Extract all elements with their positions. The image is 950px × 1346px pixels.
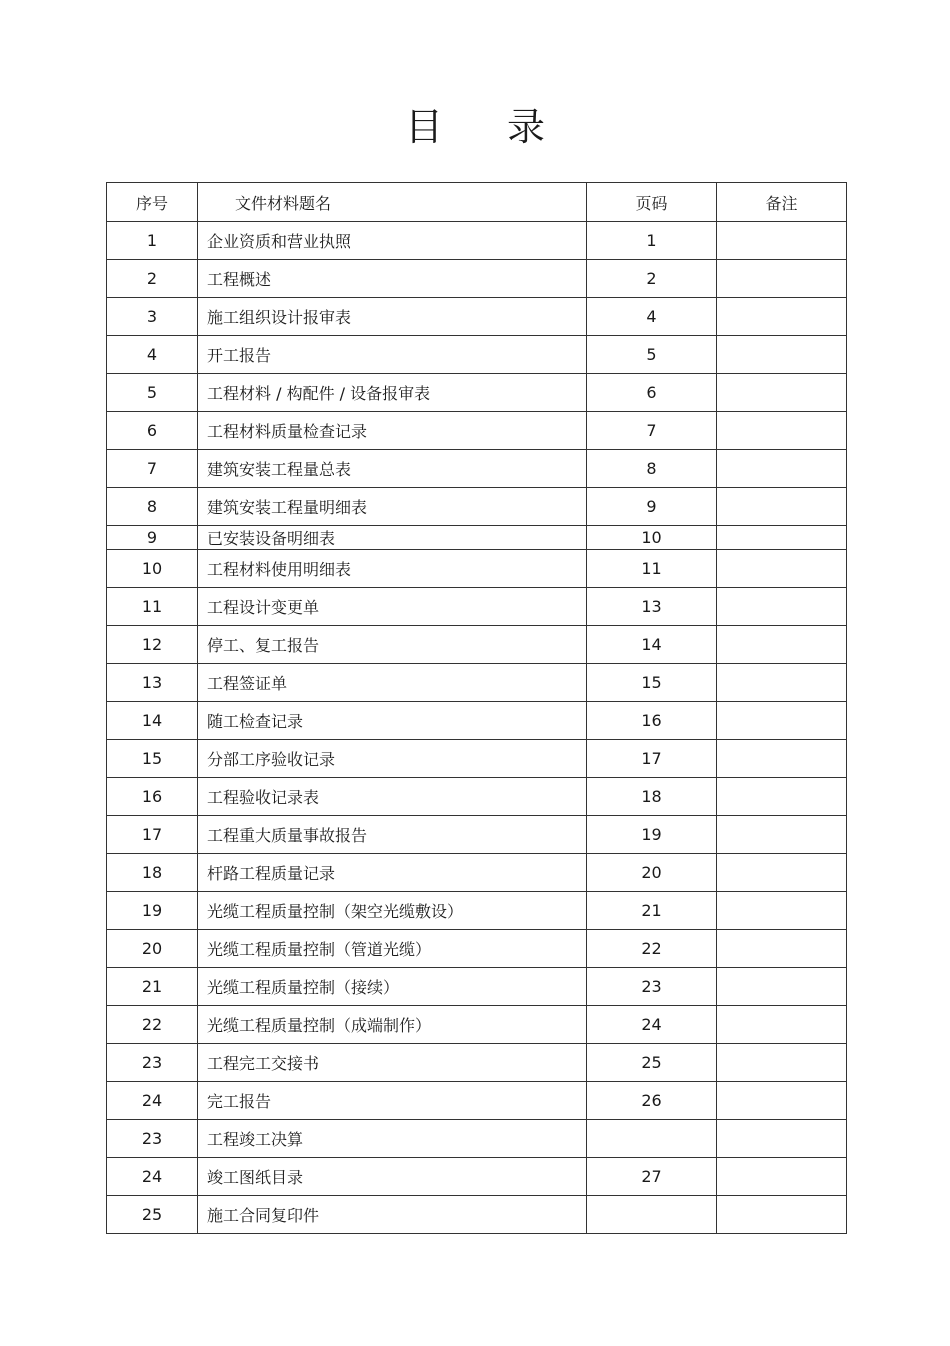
- table-row: [107, 740, 847, 778]
- row-name: 工程签证单: [198, 664, 587, 702]
- row-note: [717, 550, 847, 588]
- row-note: [717, 526, 847, 550]
- table-row: [107, 1196, 847, 1234]
- row-no: 14: [107, 702, 198, 740]
- row-no: 8: [107, 488, 198, 526]
- row-note: [717, 664, 847, 702]
- table-row: [107, 1044, 847, 1082]
- row-note: [717, 588, 847, 626]
- row-name: 分部工序验收记录: [198, 740, 587, 778]
- row-name: 开工报告: [198, 336, 587, 374]
- row-name: 工程材料质量检查记录: [198, 412, 587, 450]
- row-note: [717, 854, 847, 892]
- header-note: 备注: [717, 183, 847, 222]
- table-row: [107, 854, 847, 892]
- row-no: 4: [107, 336, 198, 374]
- row-page: 7: [587, 412, 717, 450]
- row-note: [717, 336, 847, 374]
- table-row: [107, 1120, 847, 1158]
- row-name: 随工检查记录: [198, 702, 587, 740]
- row-no: 16: [107, 778, 198, 816]
- row-note: [717, 260, 847, 298]
- row-no: 15: [107, 740, 198, 778]
- table-row: [107, 664, 847, 702]
- row-no: 20: [107, 930, 198, 968]
- row-no: 18: [107, 854, 198, 892]
- row-name: 工程重大质量事故报告: [198, 816, 587, 854]
- table-row: [107, 778, 847, 816]
- header-name: 文件材料题名: [198, 183, 587, 222]
- row-page: 26: [587, 1082, 717, 1120]
- row-page: 11: [587, 550, 717, 588]
- row-no: 17: [107, 816, 198, 854]
- row-no: 2: [107, 260, 198, 298]
- row-note: [717, 298, 847, 336]
- row-page: 17: [587, 740, 717, 778]
- row-page: 1: [587, 222, 717, 260]
- row-page: 14: [587, 626, 717, 664]
- row-no: 9: [107, 526, 198, 550]
- row-page: [587, 1196, 717, 1234]
- title-char-1: 目: [404, 105, 443, 149]
- row-note: [717, 930, 847, 968]
- table-row: [107, 298, 847, 336]
- row-note: [717, 968, 847, 1006]
- row-page: 5: [587, 336, 717, 374]
- row-no: 24: [107, 1158, 198, 1196]
- row-no: 6: [107, 412, 198, 450]
- row-page: 21: [587, 892, 717, 930]
- row-name: 施工合同复印件: [198, 1196, 587, 1234]
- row-note: [717, 1120, 847, 1158]
- row-note: [717, 374, 847, 412]
- row-name: 杆路工程质量记录: [198, 854, 587, 892]
- row-note: [717, 626, 847, 664]
- table-row: [107, 1158, 847, 1196]
- table-row: [107, 412, 847, 450]
- row-no: 25: [107, 1196, 198, 1234]
- row-name: 工程验收记录表: [198, 778, 587, 816]
- row-name: 光缆工程质量控制（成端制作）: [198, 1006, 587, 1044]
- row-no: 10: [107, 550, 198, 588]
- row-page: 2: [587, 260, 717, 298]
- row-page: 22: [587, 930, 717, 968]
- table-row: [107, 930, 847, 968]
- table-row: [107, 702, 847, 740]
- row-page: [587, 1120, 717, 1158]
- row-name: 光缆工程质量控制（管道光缆）: [198, 930, 587, 968]
- header-page: 页码: [587, 183, 717, 222]
- row-name: 竣工图纸目录: [198, 1158, 587, 1196]
- row-page: 8: [587, 450, 717, 488]
- row-page: 9: [587, 488, 717, 526]
- row-page: 15: [587, 664, 717, 702]
- row-name: 工程设计变更单: [198, 588, 587, 626]
- row-page: 18: [587, 778, 717, 816]
- row-note: [717, 740, 847, 778]
- table-row: [107, 892, 847, 930]
- table-row: [107, 374, 847, 412]
- title-char-2: 录: [507, 105, 546, 149]
- row-name: 建筑安装工程量明细表: [198, 488, 587, 526]
- row-no: 12: [107, 626, 198, 664]
- table-row: [107, 222, 847, 260]
- row-no: 19: [107, 892, 198, 930]
- table-row: [107, 816, 847, 854]
- row-no: 23: [107, 1044, 198, 1082]
- row-page: 20: [587, 854, 717, 892]
- row-page: 16: [587, 702, 717, 740]
- row-note: [717, 1006, 847, 1044]
- table-header-row: [107, 183, 847, 222]
- row-page: 24: [587, 1006, 717, 1044]
- row-name: 企业资质和营业执照: [198, 222, 587, 260]
- table-row: [107, 626, 847, 664]
- table-row: [107, 450, 847, 488]
- row-no: 22: [107, 1006, 198, 1044]
- row-note: [717, 702, 847, 740]
- row-note: [717, 816, 847, 854]
- row-no: 3: [107, 298, 198, 336]
- page-title: [0, 96, 950, 151]
- row-note: [717, 488, 847, 526]
- row-name: 工程材料 / 构配件 / 设备报审表: [198, 374, 587, 412]
- row-note: [717, 892, 847, 930]
- row-note: [717, 1082, 847, 1120]
- row-no: 13: [107, 664, 198, 702]
- row-no: 7: [107, 450, 198, 488]
- table-row: [107, 1006, 847, 1044]
- row-name: 施工组织设计报审表: [198, 298, 587, 336]
- row-no: 5: [107, 374, 198, 412]
- row-page: 4: [587, 298, 717, 336]
- row-note: [717, 412, 847, 450]
- row-name: 光缆工程质量控制（接续）: [198, 968, 587, 1006]
- row-note: [717, 222, 847, 260]
- row-name: 完工报告: [198, 1082, 587, 1120]
- table-row: [107, 1082, 847, 1120]
- table-row: [107, 588, 847, 626]
- row-note: [717, 450, 847, 488]
- row-page: 25: [587, 1044, 717, 1082]
- row-page: 19: [587, 816, 717, 854]
- row-name: 建筑安装工程量总表: [198, 450, 587, 488]
- row-name: 工程竣工决算: [198, 1120, 587, 1158]
- table-row: [107, 260, 847, 298]
- row-name: 工程材料使用明细表: [198, 550, 587, 588]
- row-page: 6: [587, 374, 717, 412]
- row-name: 工程完工交接书: [198, 1044, 587, 1082]
- row-note: [717, 1158, 847, 1196]
- row-page: 23: [587, 968, 717, 1006]
- table-row: [107, 336, 847, 374]
- row-page: 27: [587, 1158, 717, 1196]
- toc-body: [107, 222, 847, 1234]
- table-row: [107, 968, 847, 1006]
- table-row: [107, 526, 847, 550]
- row-note: [717, 1044, 847, 1082]
- row-no: 1: [107, 222, 198, 260]
- row-page: 10: [587, 526, 717, 550]
- row-name: 工程概述: [198, 260, 587, 298]
- toc-table: [106, 182, 847, 1234]
- table-row: [107, 488, 847, 526]
- row-no: 24: [107, 1082, 198, 1120]
- row-no: 11: [107, 588, 198, 626]
- table-row: [107, 550, 847, 588]
- header-no: 序号: [107, 183, 198, 222]
- row-name: 停工、复工报告: [198, 626, 587, 664]
- row-name: 已安装设备明细表: [198, 526, 587, 550]
- row-page: 13: [587, 588, 717, 626]
- row-no: 23: [107, 1120, 198, 1158]
- row-note: [717, 778, 847, 816]
- row-note: [717, 1196, 847, 1234]
- row-no: 21: [107, 968, 198, 1006]
- row-name: 光缆工程质量控制（架空光缆敷设）: [198, 892, 587, 930]
